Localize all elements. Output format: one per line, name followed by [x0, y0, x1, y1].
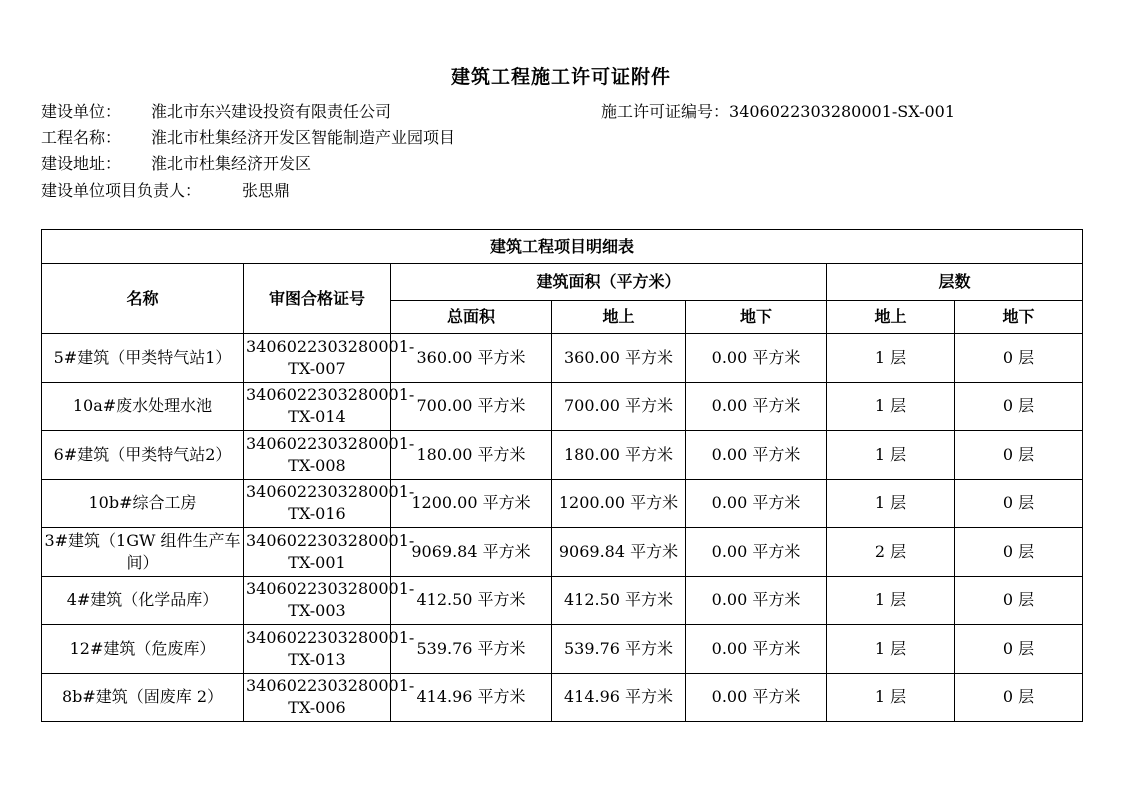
cell-total: 1200.00 平方米 [391, 479, 552, 528]
cell-total: 700.00 平方米 [391, 382, 552, 431]
header-area-below: 地下 [686, 301, 827, 334]
cell-total: 180.00 平方米 [391, 431, 552, 480]
header-cert: 审图合格证号 [244, 264, 391, 334]
address-label: 建设地址： [41, 154, 122, 173]
cell-below: 0.00 平方米 [686, 431, 827, 480]
cell-name: 5#建筑（甲类特气站1） [42, 334, 244, 383]
project-line [41, 125, 455, 148]
cell-cert: 3406022303280001-TX-006 [244, 673, 391, 722]
header-total-area: 总面积 [391, 301, 552, 334]
table-row [42, 334, 1083, 383]
cell-cert: 3406022303280001-TX-007 [244, 334, 391, 383]
cell-total: 360.00 平方米 [391, 334, 552, 383]
cell-below: 0.00 平方米 [686, 334, 827, 383]
cell-above: 700.00 平方米 [552, 382, 686, 431]
project-detail-table [41, 229, 1083, 722]
cell-below: 0.00 平方米 [686, 479, 827, 528]
cell-total: 412.50 平方米 [391, 576, 552, 625]
builder-label: 建设单位： [41, 102, 122, 121]
cell-floors-above: 1 层 [827, 576, 955, 625]
cell-floors-above: 1 层 [827, 382, 955, 431]
cell-floors-above: 1 层 [827, 625, 955, 674]
builder-value: 淮北市东兴建设投资有限责任公司 [151, 102, 392, 121]
cell-cert: 3406022303280001-TX-014 [244, 382, 391, 431]
cell-total: 539.76 平方米 [391, 625, 552, 674]
cell-floors-below: 0 层 [955, 479, 1083, 528]
address-line [41, 151, 311, 174]
cell-floors-below: 0 层 [955, 382, 1083, 431]
cell-floors-below: 0 层 [955, 625, 1083, 674]
permit-line [601, 99, 955, 122]
cell-cert: 3406022303280001-TX-013 [244, 625, 391, 674]
table-row [42, 625, 1083, 674]
cell-floors-below: 0 层 [955, 431, 1083, 480]
cell-above: 539.76 平方米 [552, 625, 686, 674]
table-row [42, 576, 1083, 625]
table-row [42, 431, 1083, 480]
cell-floors-above: 2 层 [827, 528, 955, 577]
cell-floors-above: 1 层 [827, 334, 955, 383]
cell-cert: 3406022303280001-TX-003 [244, 576, 391, 625]
header-floors: 层数 [827, 264, 1083, 301]
table-row [42, 382, 1083, 431]
cell-floors-below: 0 层 [955, 673, 1083, 722]
cell-floors-below: 0 层 [955, 576, 1083, 625]
header-floors-above: 地上 [827, 301, 955, 334]
leader-label: 建设单位项目负责人： [41, 181, 202, 200]
cell-cert: 3406022303280001-TX-016 [244, 479, 391, 528]
document-title: 建筑工程施工许可证附件 [450, 66, 671, 88]
cell-below: 0.00 平方米 [686, 673, 827, 722]
project-value: 淮北市杜集经济开发区智能制造产业园项目 [151, 128, 456, 147]
cell-floors-above: 1 层 [827, 673, 955, 722]
cell-name: 12#建筑（危废库） [42, 625, 244, 674]
cell-above: 412.50 平方米 [552, 576, 686, 625]
permit-label: 施工许可证编号： [601, 102, 730, 121]
cell-floors-below: 0 层 [955, 334, 1083, 383]
cell-total: 414.96 平方米 [391, 673, 552, 722]
table-row [42, 673, 1083, 722]
header-area: 建筑面积（平方米） [391, 264, 827, 301]
cell-floors-below: 0 层 [955, 528, 1083, 577]
cell-above: 414.96 平方米 [552, 673, 686, 722]
leader-value: 张思鼎 [242, 181, 291, 200]
header-name: 名称 [42, 264, 244, 334]
cell-cert: 3406022303280001-TX-008 [244, 431, 391, 480]
cell-floors-above: 1 层 [827, 431, 955, 480]
permit-value: 3406022303280001-SX-001 [729, 102, 956, 121]
cell-below: 0.00 平方米 [686, 576, 827, 625]
cell-name: 8b#建筑（固废库 2） [42, 673, 244, 722]
cell-below: 0.00 平方米 [686, 382, 827, 431]
cell-name: 4#建筑（化学品库） [42, 576, 244, 625]
cell-below: 0.00 平方米 [686, 528, 827, 577]
header-floors-below: 地下 [955, 301, 1083, 334]
cell-above: 9069.84 平方米 [552, 528, 686, 577]
cell-name: 6#建筑（甲类特气站2） [42, 431, 244, 480]
header-area-above: 地上 [552, 301, 686, 334]
cell-name: 10a#废水处理水池 [42, 382, 244, 431]
cell-below: 0.00 平方米 [686, 625, 827, 674]
cell-above: 180.00 平方米 [552, 431, 686, 480]
cell-total: 9069.84 平方米 [391, 528, 552, 577]
cell-name: 3#建筑（1GW 组件生产车间） [42, 528, 244, 577]
address-value: 淮北市杜集经济开发区 [151, 154, 312, 173]
leader-line [41, 178, 290, 201]
table-caption: 建筑工程项目明细表 [42, 230, 1083, 264]
cell-above: 360.00 平方米 [552, 334, 686, 383]
builder-line [41, 99, 391, 122]
project-label: 工程名称： [41, 128, 122, 147]
cell-cert: 3406022303280001-TX-001 [244, 528, 391, 577]
cell-name: 10b#综合工房 [42, 479, 244, 528]
cell-floors-above: 1 层 [827, 479, 955, 528]
cell-above: 1200.00 平方米 [552, 479, 686, 528]
table-row [42, 528, 1083, 577]
table-row [42, 479, 1083, 528]
